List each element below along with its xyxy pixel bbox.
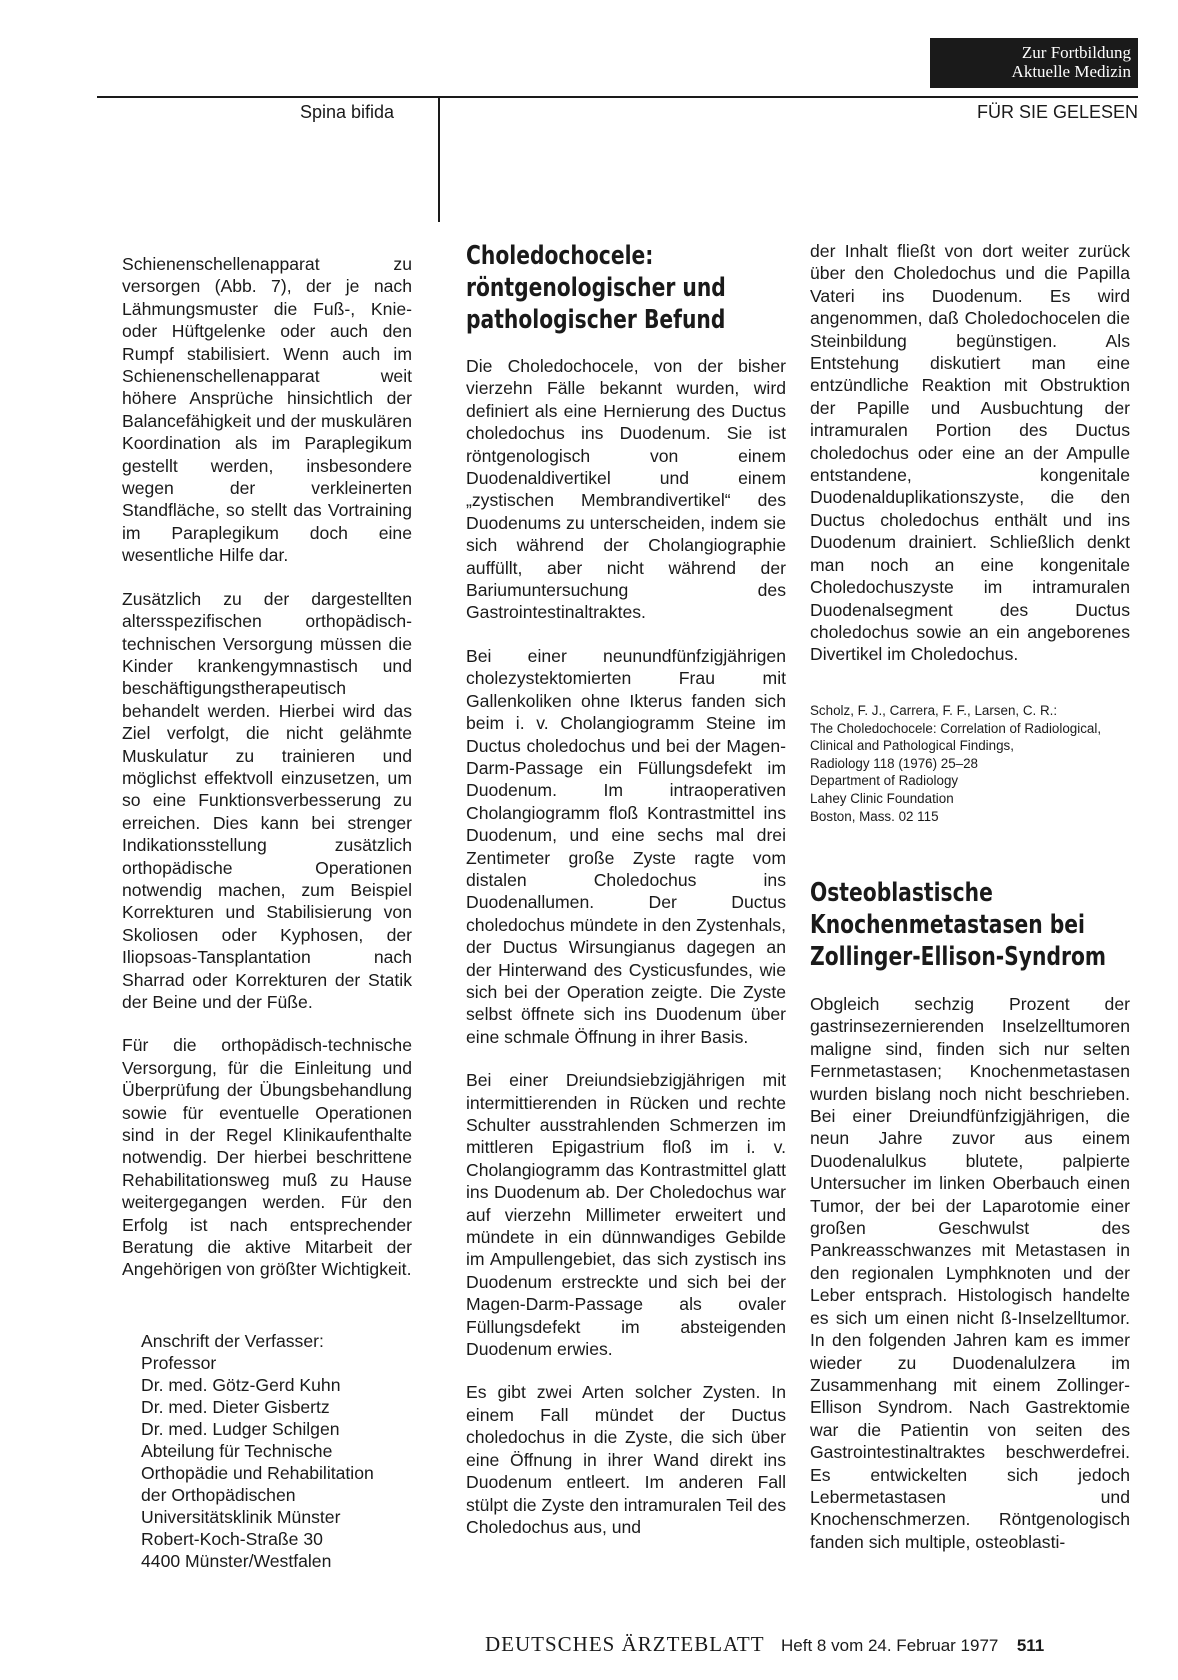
- header-rule-right: [440, 96, 1138, 98]
- column-3: [810, 240, 1130, 687]
- badge-line-1: Zur Fortbildung: [1021, 43, 1131, 62]
- author-address: [141, 1330, 431, 1572]
- col3-paragraph-2: Obgleich sechzig Prozent der gastrinsezernierenden Inselzelltumoren maligne sind, finden sich nur selten Fernmetastasen; Knochenmetastasen wurden bislang noch nicht beschrieben. Bei einer Dreiundfünfzigjährigen, die neun Jahre zuvor aus einem Duodenalulkus blutete, palpierte Untersucher im linken Oberbauch einen Tumor, der bei der Laparotomie einer großen Geschwulst des Pankreasschwanzes mit Metastasen in den regionalen Lymphknoten und der Leber entsprach. Histologisch handelte es sich um einen nicht ß-Inselzelltumor. In den folgenden Jahren kam es immer wieder zu Duodenalulzera im Zusammenhang mit einem Zollinger-Ellison Syndrom. Nach Gastrektomie war die Patientin von seiten des Gastrointestinaltraktes beschwerdefrei. Es entwickelten sich jedoch Lebermetastasen und Knochenschmerzen. Röntgenologisch fanden sich multiple, osteoblasti-: [810, 994, 1130, 1552]
- address-line: Abteilung für Technische: [141, 1441, 333, 1461]
- badge-line-2: Aktuelle Medizin: [1011, 62, 1131, 81]
- col3-paragraph: der Inhalt fließt von dort weiter zurück über den Choledochus und die Papilla Vateri ins Duodenum. Es wird angenommen, daß Choledochocelen die Steinbildung begünstigen. Als Entstehung diskutiert man eine entzündliche Reaktion mit Obstruktion der Papille und Ausbuchtung der intramuralen Portion des Ductus choledochus oder eine an der Ampulle entstandene, kongenitale Duodenalduplikationszyste, die den Ductus choledochus enthält und ins Duodenum drainiert. Schließlich denkt man noch an eine kongenitale Choledochuszyste im intramuralen Duodenalsegment des Ductus choledochus sowie an ein angeborenes Divertikel im Choledochus.: [810, 241, 1130, 665]
- address-line: 4400 Münster/Westfalen: [141, 1551, 332, 1571]
- address-line: Dr. med. Ludger Schilgen: [141, 1419, 340, 1439]
- article-title: Choledochocele: röntgenologischer und pathologischer Befund: [466, 241, 726, 335]
- reference-line: Department of Radiology: [810, 773, 959, 789]
- col2-paragraph: Bei einer neunundfünfzigjährigen cholezystektomierten Frau mit Gallenkoliken ohne Ikterus fanden sich beim i. v. Cholangiogramm Steine im Ductus choledochus und bei der Magen-Darm-Passage ein Füllungsdefekt im Duodenum. Im intraoperativen Cholangiogramm floß Kontrastmittel ins Duodenum, und eine sechs mal drei Zentimeter große Zyste ragte vom distalen Choledochus ins Duodenallumen. Der Ductus choledochus mündete in den Zystenhals, der Ductus Wirsungianus dagegen an der Hinterwand des Cysticusfundes, wie sich bei der Operation zeigte. Die Zyste selbst öffnete sich ins Duodenum über eine schmale Öffnung in ihrer Basis.: [466, 645, 786, 1047]
- reference-line: The Choledochocele: Correlation of Radiological, Clinical and Pathological Findings,: [810, 720, 1102, 754]
- address-line: Universitätsklinik Münster: [141, 1507, 341, 1527]
- reference-line: Scholz, F. J., Carrera, F. F., Larsen, C. R.:: [810, 703, 1058, 718]
- col1-paragraph: Schienenschellenapparat zu versorgen (Abb. 7), der je nach Lähmungsmuster die Fuß-, Knie- oder Hüftgelenke oder auch den Rumpf stabilisiert. Wenn auch im Schienenschellenapparat weit höhere Ansprüche hinsichtlich der Balancefähigkeit und der muskulären Koordination als im Paraplegikum gestellt werden, insbesondere wegen der verkleinerten Standfläche, so stellt das Vortraining im Paraplegikum doch eine wesentliche Hilfe dar.: [122, 254, 412, 566]
- address-line: Professor: [141, 1353, 217, 1373]
- reference-block: [810, 702, 1130, 825]
- column-3-article-2: [810, 993, 1130, 1574]
- col1-paragraph: Für die orthopädisch-technische Versorgung, für die Einleitung und Überprüfung der Übungsbehandlung sowie für eventuelle Operationen sind in der Regel Klinikaufenthalte notwendig. Der hierbei beschrittene Rehabilitationsweg muß zu Hause weitergegangen werden. Für den Erfolg ist nach entsprechender Beratung die aktive Mitarbeit der Angehörigen von größter Wichtigkeit.: [122, 1035, 412, 1280]
- article-title-osteoblastische: [810, 877, 1130, 973]
- journal-name: DEUTSCHES ÄRZTEBLATT: [485, 1632, 765, 1656]
- address-line: Orthopädie und Rehabilitation: [141, 1463, 374, 1483]
- page-number: 511: [1016, 1636, 1045, 1655]
- running-head-right: FÜR SIE GELESEN: [976, 102, 1138, 122]
- address-line: Dr. med. Götz-Gerd Kuhn: [141, 1375, 341, 1395]
- reference-line: Lahey Clinic Foundation: [810, 790, 954, 806]
- address-line: Dr. med. Dieter Gisbertz: [141, 1397, 330, 1417]
- article-title-2: Osteoblastische Knochenmetastasen bei Zollinger-Ellison-Syndrom: [810, 878, 1107, 972]
- address-line: Anschrift der Verfasser:: [141, 1331, 324, 1351]
- col2-paragraph: Bei einer Dreiundsiebzigjährigen mit intermittierenden in Rücken und rechte Schulter ausstrahlenden Schmerzen im mittleren Epigastrium floß im i. v. Cholangiogramm das Kontrastmittel glatt ins Duodenum ab. Der Choledochus war auf vierzehn Millimeter erweitert und mündete in ein dünnwandiges Gebilde im Ampullengebiet, das sich zystisch ins Duodenum erstreckte und sich bei der Magen-Darm-Passage als ovaler Füllungsdefekt im absteigenden Duodenum erwies.: [466, 1070, 786, 1360]
- col2-paragraph: Die Choledochocele, von der bisher vierzehn Fälle bekannt wurden, wird definiert als eine Hernierung des Ductus choledochus ins Duodenum. Sie ist röntgenologisch von einem Duodenaldivertikel und einem „zystischen Membrandivertikel“ des Duodenums zu unterscheiden, indem sie sich während der Cholangiographie auffüllt, aber nicht während der Bariumuntersuchung des Gastrointestinaltraktes.: [466, 356, 786, 623]
- reference-line: Boston, Mass. 02 115: [810, 808, 939, 824]
- address-line: Robert-Koch-Straße 30: [141, 1529, 323, 1549]
- column-2: [466, 355, 786, 1559]
- section-badge: [930, 38, 1138, 88]
- issue-info: Heft 8 vom 24. Februar 1977: [781, 1636, 999, 1655]
- header-rule-left: [97, 96, 438, 98]
- running-head-left: Spina bifida: [300, 102, 395, 122]
- header-divider: [438, 96, 440, 222]
- article-title-choledochocele: [466, 240, 786, 336]
- reference-line: Radiology 118 (1976) 25–28: [810, 755, 979, 771]
- col2-paragraph: Es gibt zwei Arten solcher Zysten. In einem Fall mündet der Ductus choledochus in die Zyste, die sich über eine Öffnung in ihrer Wand direkt ins Duodenum entleert. Im anderen Fall stülpt die Zyste den intramuralen Teil des Choledochus aus, und: [466, 1382, 786, 1537]
- page-footer: [485, 1632, 1044, 1657]
- col1-paragraph: Zusätzlich zu der dargestellten altersspezifischen orthopädisch-technischen Versorgung müssen die Kinder krankengymnastisch und beschäftigungstherapeutisch behandelt werden. Hierbei wird das Ziel verfolgt, die nicht gelähmte Muskulatur zu trainieren und möglichst effektvoll einzusetzen, um so eine Funktionsverbesserung zu erreichen. Dies kann bei strenger Indikationsstellung zusätzlich orthopädische Operationen notwendig machen, zum Beispiel Korrekturen und Stabilisierung von Skoliosen oder Kyphosen, der Iliopsoas-Tansplantation nach Sharrad oder Korrekturen der Statik der Beine und der Füße.: [122, 588, 412, 1012]
- column-1: [122, 253, 412, 1302]
- address-line: der Orthopädischen: [141, 1485, 296, 1505]
